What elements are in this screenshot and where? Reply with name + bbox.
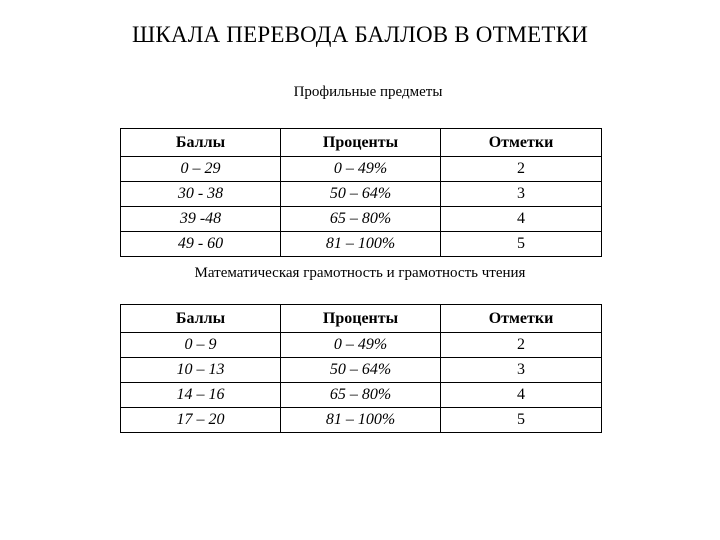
table-row <box>121 182 602 207</box>
column-header-percent: Проценты <box>281 129 441 157</box>
page-title: ШКАЛА ПЕРЕВОДА БАЛЛОВ В ОТМЕТКИ <box>131 22 589 47</box>
cell-percent: 65 – 80% <box>281 207 441 232</box>
section-heading-profile-subjects: Профильные предметы <box>293 84 443 100</box>
cell-percent: 0 – 49% <box>281 333 441 358</box>
cell-points: 30 - 38 <box>121 182 281 207</box>
cell-percent: 81 – 100% <box>281 408 441 433</box>
section-heading-literacy: Математическая грамотность и грамотность чтения <box>194 265 526 281</box>
cell-points: 14 – 16 <box>121 383 281 408</box>
cell-percent: 0 – 49% <box>281 157 441 182</box>
cell-grade: 4 <box>441 383 602 408</box>
cell-percent: 50 – 64% <box>281 358 441 383</box>
column-header-percent: Проценты <box>281 305 441 333</box>
cell-points: 10 – 13 <box>121 358 281 383</box>
table-row <box>121 383 602 408</box>
grade-scale-table-literacy <box>120 304 602 433</box>
cell-points: 17 – 20 <box>121 408 281 433</box>
table-row <box>121 358 602 383</box>
cell-grade: 2 <box>441 333 602 358</box>
table-row <box>121 333 602 358</box>
column-header-grade: Отметки <box>441 305 602 333</box>
cell-grade: 2 <box>441 157 602 182</box>
cell-grade: 5 <box>441 408 602 433</box>
cell-points: 39 -48 <box>121 207 281 232</box>
grade-scale-table-profile <box>120 128 602 257</box>
column-header-points: Баллы <box>121 129 281 157</box>
cell-points: 0 – 9 <box>121 333 281 358</box>
cell-grade: 5 <box>441 232 602 257</box>
cell-points: 0 – 29 <box>121 157 281 182</box>
cell-percent: 81 – 100% <box>281 232 441 257</box>
table-row <box>121 157 602 182</box>
table-header-row <box>121 305 602 333</box>
table-row <box>121 408 602 433</box>
cell-grade: 4 <box>441 207 602 232</box>
table-row <box>121 232 602 257</box>
cell-points: 49 - 60 <box>121 232 281 257</box>
column-header-grade: Отметки <box>441 129 602 157</box>
table-header-row <box>121 129 602 157</box>
cell-grade: 3 <box>441 358 602 383</box>
table-row <box>121 207 602 232</box>
cell-percent: 50 – 64% <box>281 182 441 207</box>
cell-percent: 65 – 80% <box>281 383 441 408</box>
column-header-points: Баллы <box>121 305 281 333</box>
cell-grade: 3 <box>441 182 602 207</box>
